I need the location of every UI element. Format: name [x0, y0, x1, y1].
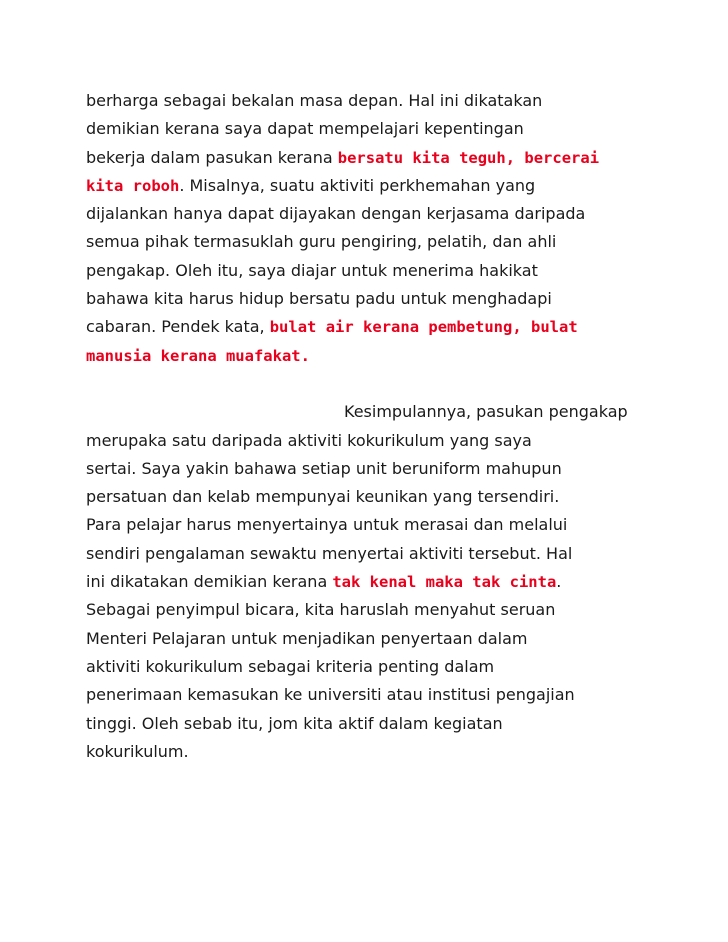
text-run: . — [556, 572, 562, 592]
text-run: pengakap. Oleh itu, saya diajar untuk menerima hakikat — [86, 260, 538, 280]
text-line — [86, 540, 704, 568]
text-run: . Misalnya, suatu aktiviti perkhemahan yang — [179, 175, 536, 195]
text-run: persatuan dan kelab mempunyai keunikan yang tersendiri. — [86, 487, 560, 507]
text-run: kokurikulum. — [86, 741, 189, 761]
text-run: bahawa kita harus hidup bersatu padu untuk menghadapi — [86, 289, 552, 309]
text-line — [86, 342, 704, 370]
text-run: Kesimpulannya, pasukan pengakap — [344, 402, 628, 422]
paragraph-spacer — [86, 370, 704, 398]
text-run: sertai. Saya yakin bahawa setiap unit beruniform mahupun — [86, 458, 562, 478]
text-run: aktiviti kokurikulum sebagai kriteria penting dalam — [86, 656, 495, 676]
text-line — [86, 511, 704, 539]
text-line — [86, 144, 704, 172]
emphasized-phrase: tak kenal maka tak cinta — [332, 573, 557, 592]
text-run: ini dikatakan demikian kerana — [86, 572, 333, 592]
emphasized-phrase: manusia kerana muafakat. — [86, 346, 310, 365]
text-line — [86, 257, 704, 285]
text-line — [86, 681, 704, 709]
text-line — [86, 625, 704, 653]
text-run: Menteri Pelajaran untuk menjadikan penyertaan dalam — [86, 628, 528, 648]
text-run: semua pihak termasuklah guru pengiring, pelatih, dan ahli — [86, 232, 557, 252]
emphasized-phrase: bersatu kita teguh, bercerai — [337, 148, 600, 167]
text-run: tinggi. Oleh sebab itu, jom kita aktif dalam kegiatan — [86, 713, 503, 733]
text-line — [86, 398, 704, 426]
text-run: Para pelajar harus menyertainya untuk merasai dan melalui — [86, 515, 568, 535]
emphasized-phrase: bulat air kerana pembetung, bulat — [269, 318, 578, 337]
text-line — [86, 172, 704, 200]
text-line — [86, 738, 704, 766]
paragraph-conclusion — [86, 398, 704, 766]
text-line — [86, 568, 704, 596]
text-run: cabaran. Pendek kata, — [86, 317, 270, 337]
text-run: berharga sebagai bekalan masa depan. Hal ini dikatakan — [86, 91, 543, 110]
text-run: Sebagai penyimpul bicara, kita haruslah menyahut seruan — [86, 600, 556, 620]
text-line — [86, 427, 704, 455]
text-line — [86, 228, 704, 256]
paragraph-body — [86, 87, 704, 370]
text-line — [86, 596, 704, 624]
text-line — [86, 313, 704, 341]
text-line — [86, 653, 704, 681]
text-line — [86, 710, 704, 738]
document-page — [86, 87, 704, 766]
text-line — [86, 87, 704, 115]
text-line — [86, 285, 704, 313]
text-run: penerimaan kemasukan ke universiti atau institusi pengajian — [86, 685, 575, 705]
emphasized-phrase: kita roboh — [86, 176, 180, 195]
text-line — [86, 200, 704, 228]
text-line — [86, 455, 704, 483]
text-run: dijalankan hanya dapat dijayakan dengan kerjasama daripada — [86, 204, 586, 224]
text-run: bekerja dalam pasukan kerana — [86, 147, 338, 167]
text-run: merupaka satu daripada aktiviti kokurikulum yang saya — [86, 430, 532, 450]
text-line — [86, 115, 704, 143]
text-run: demikian kerana saya dapat mempelajari kepentingan — [86, 119, 524, 139]
text-line — [86, 483, 704, 511]
text-run: sendiri pengalaman sewaktu menyertai aktiviti tersebut. Hal — [86, 543, 573, 563]
